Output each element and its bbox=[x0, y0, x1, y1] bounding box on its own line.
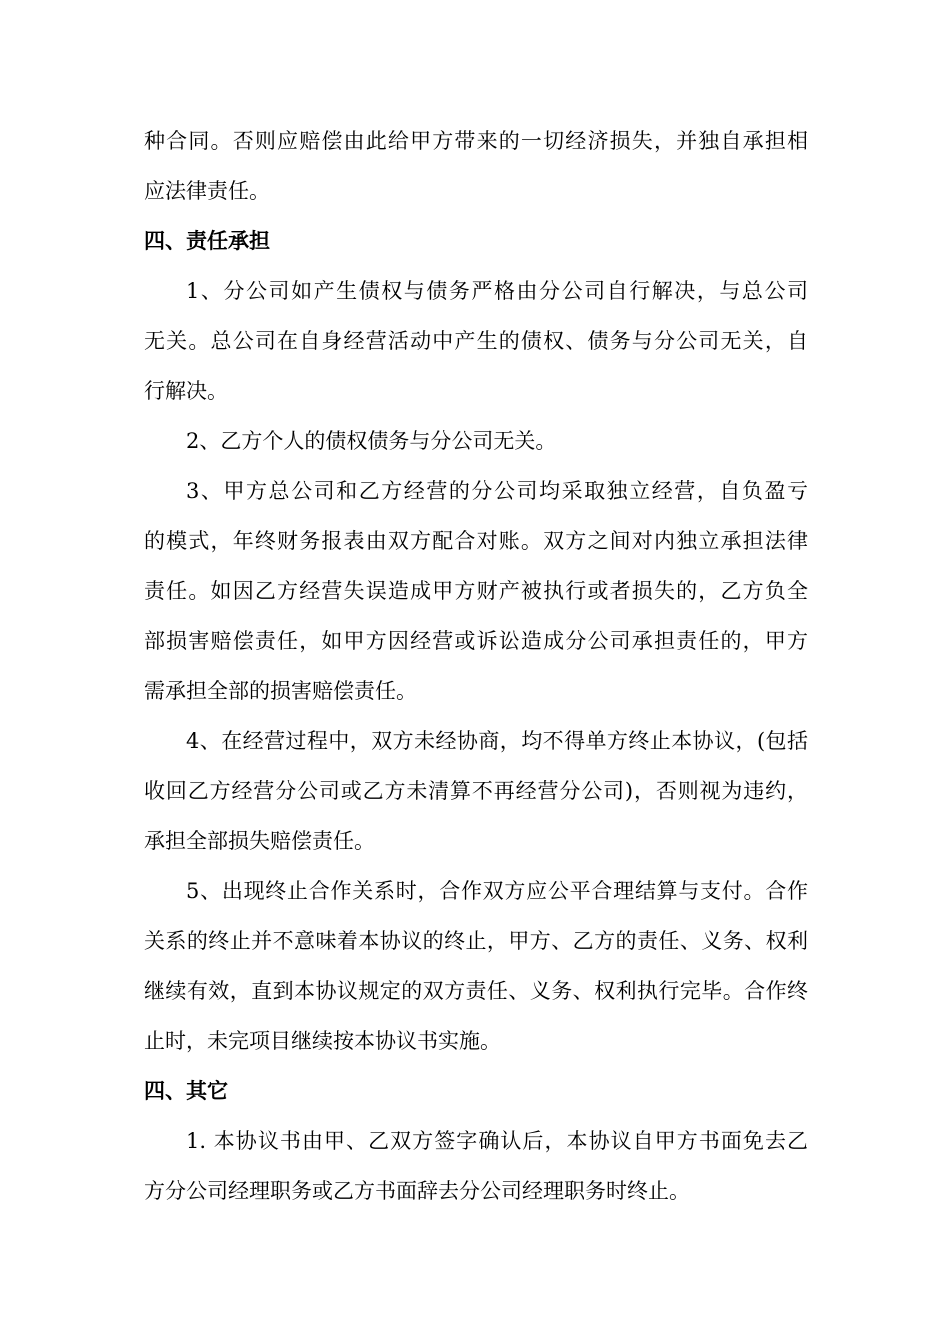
text-line: 1. 本协议书由甲、乙双方签字确认后，本协议自甲方书面免去乙 bbox=[186, 1129, 808, 1153]
text-line: 3、甲方总公司和乙方经营的分公司均采取独立经营，自负盈亏 bbox=[186, 479, 808, 503]
text-line: 收回乙方经营分公司或乙方未清算不再经营分公司)，否则视为违约， bbox=[144, 779, 808, 803]
paragraph-item-5 bbox=[144, 866, 808, 1066]
paragraph-continuation bbox=[144, 116, 808, 216]
text-line: 无关。总公司在自身经营活动中产生的债权、债务与分公司无关，自 bbox=[144, 329, 808, 353]
text-line: 承担全部损失赔偿责任。 bbox=[144, 829, 375, 853]
text-line: 5、出现终止合作关系时，合作双方应公平合理结算与支付。合作 bbox=[186, 879, 808, 903]
text-line: 止时，未完项目继续按本协议书实施。 bbox=[144, 1029, 501, 1053]
section-heading-other: 四、其它 bbox=[144, 1078, 228, 1103]
section-heading-liability: 四、责任承担 bbox=[144, 228, 270, 253]
paragraph-item-3 bbox=[144, 466, 808, 716]
paragraph-other-item-1 bbox=[144, 1116, 808, 1216]
paragraph-item-2 bbox=[144, 416, 808, 466]
text-line: 关系的终止并不意味着本协议的终止，甲方、乙方的责任、义务、权利 bbox=[144, 929, 808, 953]
text-line: 需承担全部的损害赔偿责任。 bbox=[144, 679, 417, 703]
text-line: 方分公司经理职务或乙方书面辞去分公司经理职务时终止。 bbox=[144, 1179, 690, 1203]
text-line: 继续有效，直到本协议规定的双方责任、义务、权利执行完毕。合作终 bbox=[144, 979, 808, 1003]
paragraph-item-1 bbox=[144, 266, 808, 416]
text-line: 1、分公司如产生债权与债务严格由分公司自行解决，与总公司 bbox=[186, 279, 808, 303]
text-line: 的模式，年终财务报表由双方配合对账。双方之间对内独立承担法律 bbox=[144, 529, 808, 553]
text-line: 应法律责任。 bbox=[144, 179, 270, 203]
document-body bbox=[144, 116, 808, 1216]
text-line: 部损害赔偿责任，如甲方因经营或诉讼造成分公司承担责任的，甲方 bbox=[144, 629, 808, 653]
text-line: 种合同。否则应赔偿由此给甲方带来的一切经济损失，并独自承担相 bbox=[144, 129, 808, 153]
text-line: 2、乙方个人的债权债务与分公司无关。 bbox=[186, 429, 557, 453]
text-line: 行解决。 bbox=[144, 379, 228, 403]
text-line: 责任。如因乙方经营失误造成甲方财产被执行或者损失的，乙方负全 bbox=[144, 579, 808, 603]
paragraph-item-4 bbox=[144, 716, 808, 866]
text-line: 4、在经营过程中，双方未经协商，均不得单方终止本协议，(包括 bbox=[186, 729, 808, 753]
